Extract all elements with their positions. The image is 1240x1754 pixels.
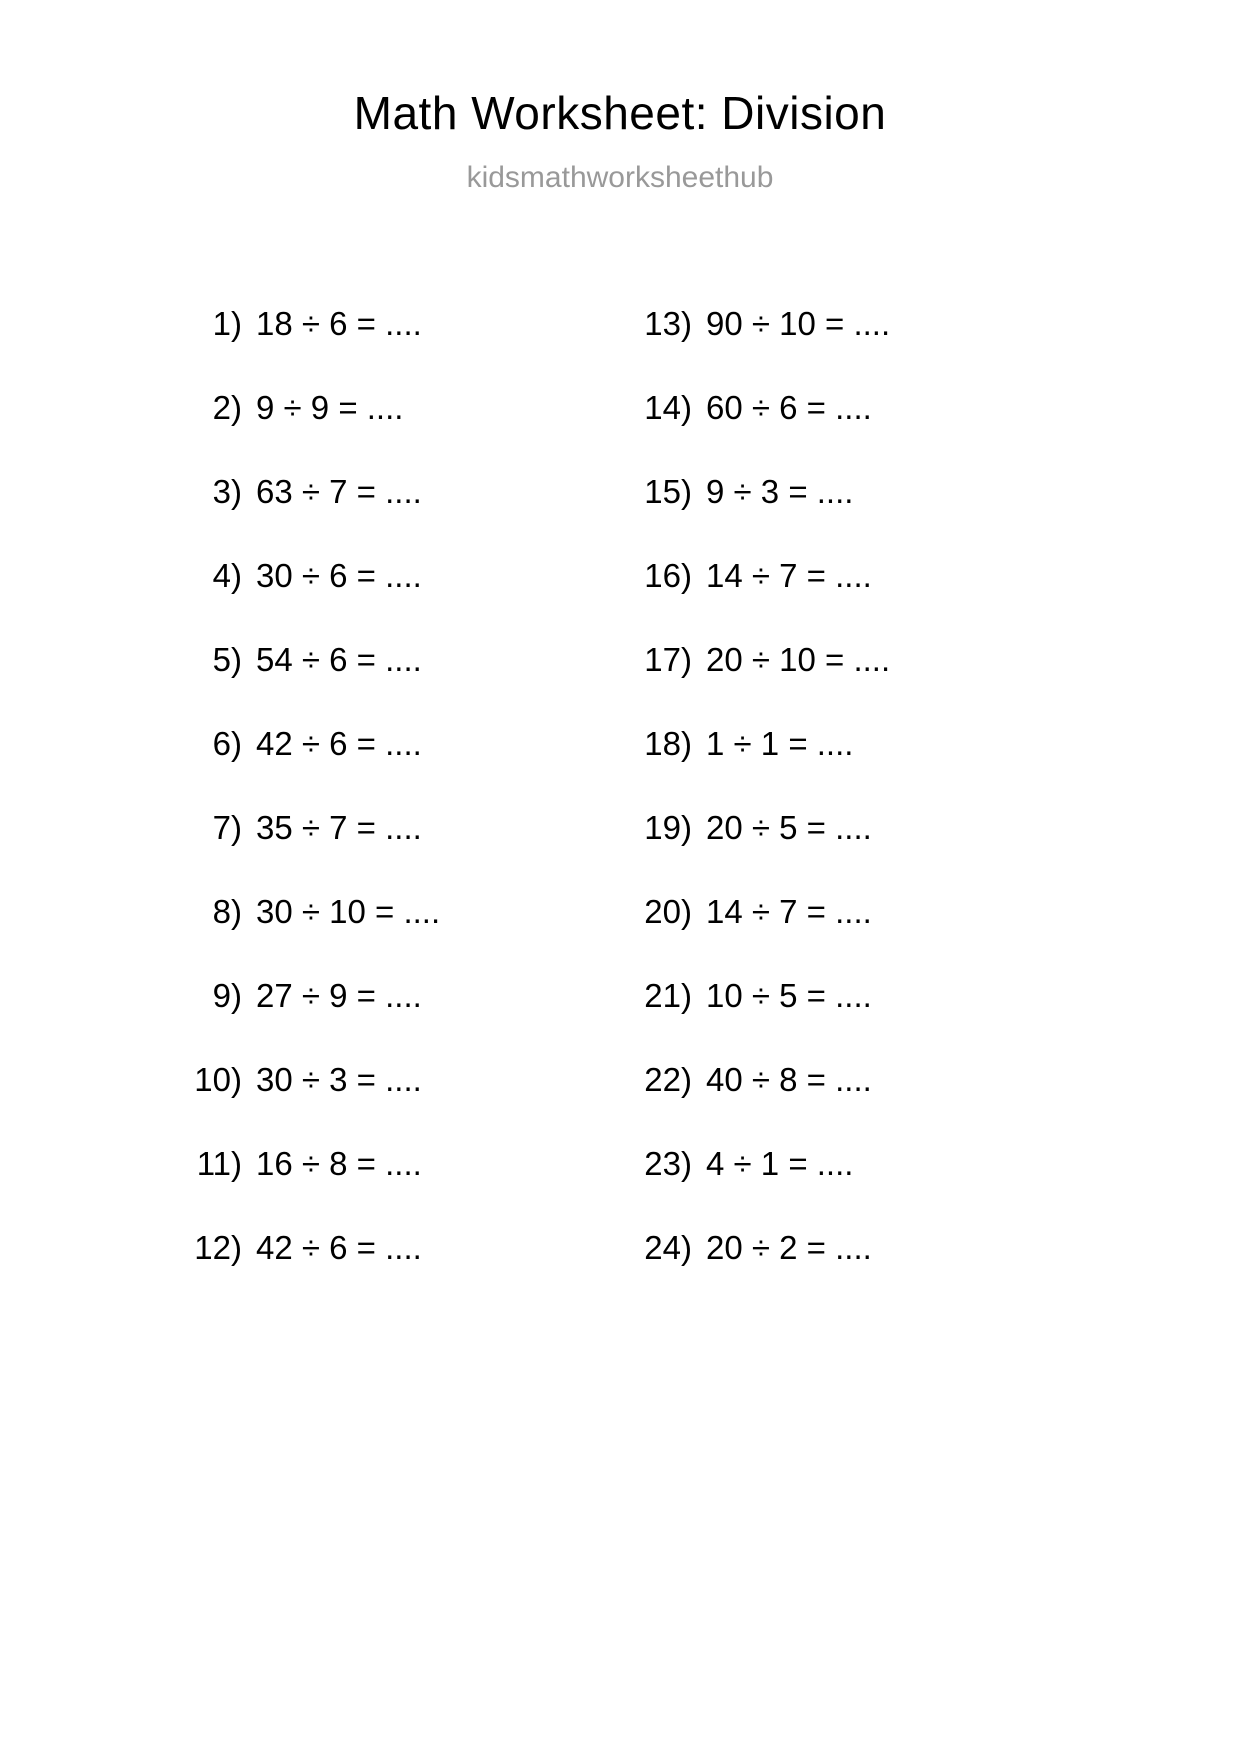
- problem-number: 11): [196, 1144, 242, 1182]
- problem-number: 10): [194, 1060, 242, 1098]
- problem-number: 8): [212, 892, 242, 930]
- problem-item: [176, 366, 626, 450]
- problem-expression: 20 ÷ 2 = ....: [706, 1228, 872, 1266]
- problem-expression: 30 ÷ 10 = ....: [256, 892, 441, 930]
- problem-number: 9): [212, 976, 242, 1014]
- problem-expression: 40 ÷ 8 = ....: [706, 1060, 872, 1098]
- problem-expression: 4 ÷ 1 = ....: [706, 1144, 854, 1182]
- problem-item: [176, 282, 626, 366]
- problem-item: [626, 534, 1076, 618]
- problem-expression: 16 ÷ 8 = ....: [256, 1144, 422, 1182]
- problem-number: 13): [644, 304, 692, 342]
- problem-number: 6): [212, 724, 242, 762]
- problem-item: [176, 450, 626, 534]
- problem-number: 1): [212, 304, 242, 342]
- problem-item: [626, 1122, 1076, 1206]
- problem-item: [176, 1206, 626, 1290]
- problem-item: [626, 870, 1076, 954]
- problem-item: [176, 954, 626, 1038]
- problem-item: [176, 1122, 626, 1206]
- page-subtitle: kidsmathworksheethub: [466, 160, 774, 194]
- problem-expression: 10 ÷ 5 = ....: [706, 976, 872, 1014]
- problem-item: [626, 954, 1076, 1038]
- problem-number: 21): [644, 976, 692, 1014]
- problem-expression: 18 ÷ 6 = ....: [256, 304, 422, 342]
- problem-number: 7): [212, 808, 242, 846]
- problem-item: [626, 282, 1076, 366]
- problem-item: [626, 786, 1076, 870]
- problem-list: [0, 282, 1240, 1290]
- problem-expression: 14 ÷ 7 = ....: [706, 892, 872, 930]
- problem-item: [176, 870, 626, 954]
- problem-number: 23): [644, 1144, 692, 1182]
- problem-expression: 63 ÷ 7 = ....: [256, 472, 422, 510]
- problem-expression: 35 ÷ 7 = ....: [256, 808, 422, 846]
- problem-expression: 30 ÷ 6 = ....: [256, 556, 422, 594]
- problem-column-left: [176, 282, 626, 1290]
- problem-number: 24): [644, 1228, 692, 1266]
- problem-column-right: [626, 282, 1076, 1290]
- problem-expression: 9 ÷ 3 = ....: [706, 472, 854, 510]
- problem-number: 19): [644, 808, 692, 846]
- problem-item: [626, 1206, 1076, 1290]
- problem-expression: 20 ÷ 5 = ....: [706, 808, 872, 846]
- problem-item: [176, 1038, 626, 1122]
- problem-expression: 30 ÷ 3 = ....: [256, 1060, 422, 1098]
- problem-item: [176, 534, 626, 618]
- problem-expression: 54 ÷ 6 = ....: [256, 640, 422, 678]
- problem-item: [626, 702, 1076, 786]
- problem-number: 22): [644, 1060, 692, 1098]
- problem-expression: 1 ÷ 1 = ....: [706, 724, 854, 762]
- problem-expression: 20 ÷ 10 = ....: [706, 640, 891, 678]
- problem-item: [176, 702, 626, 786]
- problem-number: 5): [212, 640, 242, 678]
- problem-number: 17): [644, 640, 692, 678]
- problem-number: 12): [194, 1228, 242, 1266]
- problem-number: 20): [644, 892, 692, 930]
- problem-number: 18): [644, 724, 692, 762]
- problem-item: [626, 450, 1076, 534]
- problem-number: 4): [212, 556, 242, 594]
- problem-number: 14): [644, 388, 692, 426]
- page-title: Math Worksheet: Division: [353, 87, 887, 139]
- problem-item: [626, 1038, 1076, 1122]
- problem-item: [626, 366, 1076, 450]
- problem-expression: 42 ÷ 6 = ....: [256, 1228, 422, 1266]
- problem-expression: 14 ÷ 7 = ....: [706, 556, 872, 594]
- problem-expression: 90 ÷ 10 = ....: [706, 304, 891, 342]
- problem-expression: 60 ÷ 6 = ....: [706, 388, 872, 426]
- problem-number: 15): [644, 472, 692, 510]
- problem-number: 16): [644, 556, 692, 594]
- problem-number: 3): [212, 472, 242, 510]
- problem-item: [176, 786, 626, 870]
- problem-number: 2): [212, 388, 242, 426]
- problem-item: [176, 618, 626, 702]
- problem-item: [626, 618, 1076, 702]
- problem-expression: 42 ÷ 6 = ....: [256, 724, 422, 762]
- problem-expression: 9 ÷ 9 = ....: [256, 388, 404, 426]
- problem-expression: 27 ÷ 9 = ....: [256, 976, 422, 1014]
